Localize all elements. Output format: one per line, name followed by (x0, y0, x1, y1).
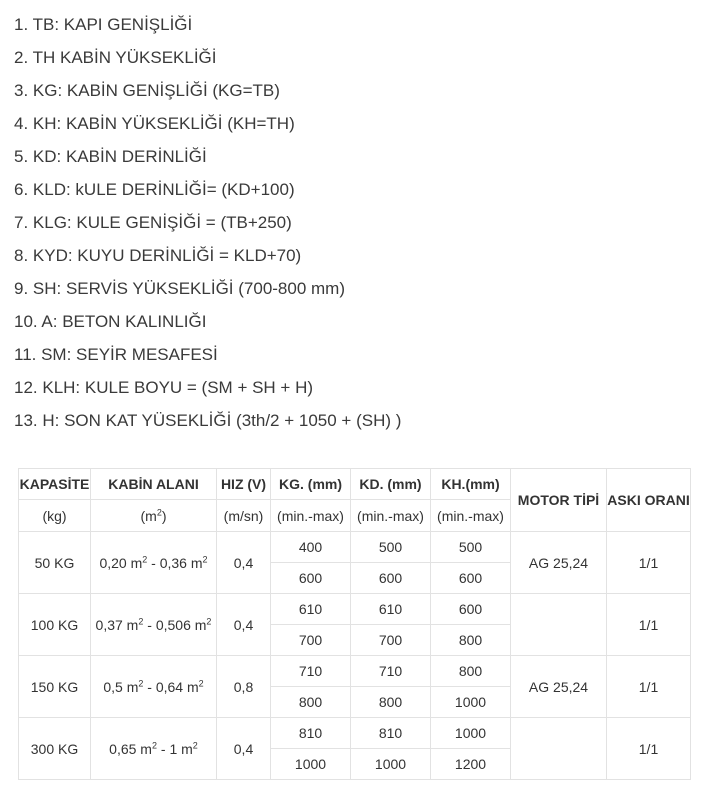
header-kg: KG. (mm) (271, 469, 351, 500)
header-motor-tipi: MOTOR TİPİ (511, 469, 607, 532)
cell-kabin-alani (91, 532, 217, 594)
table-row (19, 718, 691, 749)
area-min: 0,20 m (99, 554, 143, 571)
cell-kh-min: 500 (431, 532, 511, 563)
cell-kg-max: 700 (271, 625, 351, 656)
area-sup: 2 (138, 677, 144, 688)
unit-sup: 2 (156, 506, 162, 517)
definition-item: 11. SM: SEYİR MESAFESİ (14, 345, 218, 364)
cell-kabin-alani (91, 718, 217, 780)
unit-kh: (min.-max) (431, 500, 511, 532)
cell-kabin-alani (91, 594, 217, 656)
area-max: 0,36 m (159, 554, 203, 571)
cell-kg-min: 810 (271, 718, 351, 749)
unit-text: ) (161, 507, 167, 524)
definition-item: 8. KYD: KUYU DERİNLİĞİ = KLD+70) (14, 246, 302, 265)
cell-kg-min: 610 (271, 594, 351, 625)
definition-item: 3. KG: KABİN GENİŞLİĞİ (KG=TB) (14, 81, 280, 100)
area-sup: 2 (192, 739, 198, 750)
area-min: 0,5 m (103, 678, 139, 695)
cell-hiz: 0,4 (217, 594, 271, 656)
cell-kd-max: 600 (351, 563, 431, 594)
cell-kd-max: 1000 (351, 749, 431, 780)
unit-kd: (min.-max) (351, 500, 431, 532)
unit-hiz: (m/sn) (217, 500, 271, 532)
cell-motor: AG 25,24 (511, 656, 607, 718)
cell-kh-min: 800 (431, 656, 511, 687)
cell-hiz: 0,4 (217, 718, 271, 780)
definition-item: 12. KLH: KULE BOYU = (SM + SH + H) (14, 378, 314, 397)
cell-kg-min: 710 (271, 656, 351, 687)
cell-kg-max: 1000 (271, 749, 351, 780)
cell-aski: 1/1 (607, 718, 691, 780)
header-kd: KD. (mm) (351, 469, 431, 500)
area-sup: 2 (142, 553, 148, 564)
table-row (19, 656, 691, 687)
cell-kapasite: 150 KG (19, 656, 91, 718)
cell-kg-min: 400 (271, 532, 351, 563)
table-row (19, 594, 691, 625)
definition-item: 13. H: SON KAT YÜSEKLİĞİ (3th/2 + 1050 + (SH) ) (14, 411, 402, 430)
cell-kg-max: 800 (271, 687, 351, 718)
header-hiz: HIZ (V) (217, 469, 271, 500)
table-row (19, 532, 691, 563)
area-sup: 2 (202, 553, 208, 564)
cell-motor (511, 718, 607, 780)
definition-item: 10. A: BETON KALINLIĞI (14, 312, 207, 331)
area-sep: - (143, 678, 156, 695)
area-max: 1 m (169, 740, 193, 757)
area-max: 0,64 m (155, 678, 199, 695)
definition-item: 6. KLD: kULE DERİNLİĞİ= (KD+100) (14, 180, 295, 199)
area-sep: - (157, 740, 170, 757)
cell-kd-min: 810 (351, 718, 431, 749)
cell-kg-max: 600 (271, 563, 351, 594)
definition-item: 1. TB: KAPI GENİŞLİĞİ (14, 15, 193, 34)
cell-kd-max: 700 (351, 625, 431, 656)
cell-kabin-alani (91, 656, 217, 718)
spec-table (18, 468, 691, 780)
cell-kd-min: 610 (351, 594, 431, 625)
unit-text: (m (140, 507, 157, 524)
cell-motor (511, 594, 607, 656)
header-aski-orani: ASKI ORANI (607, 469, 691, 532)
definition-item: 5. KD: KABİN DERİNLİĞİ (14, 147, 207, 166)
cell-kapasite: 50 KG (19, 532, 91, 594)
cell-kh-min: 1000 (431, 718, 511, 749)
cell-aski: 1/1 (607, 656, 691, 718)
cell-aski: 1/1 (607, 532, 691, 594)
definitions-list (14, 8, 694, 437)
cell-kh-max: 600 (431, 563, 511, 594)
cell-hiz: 0,8 (217, 656, 271, 718)
definition-item: 7. KLG: KULE GENİŞİĞİ = (TB+250) (14, 213, 292, 232)
cell-motor: AG 25,24 (511, 532, 607, 594)
header-kabin-alani: KABİN ALANI (91, 469, 217, 500)
header-kapasite: KAPASİTE (19, 469, 91, 500)
cell-aski: 1/1 (607, 594, 691, 656)
cell-kh-max: 800 (431, 625, 511, 656)
cell-kh-max: 1000 (431, 687, 511, 718)
unit-kabin-alani (91, 500, 217, 532)
header-kh: KH.(mm) (431, 469, 511, 500)
area-sup: 2 (198, 677, 204, 688)
definition-item: 2. TH KABİN YÜKSEKLİĞİ (14, 48, 217, 67)
cell-hiz: 0,4 (217, 532, 271, 594)
unit-kapasite: (kg) (19, 500, 91, 532)
area-max: 0,506 m (155, 616, 207, 633)
cell-kh-max: 1200 (431, 749, 511, 780)
area-sep: - (143, 616, 156, 633)
area-sup: 2 (138, 615, 144, 626)
definition-item: 4. KH: KABİN YÜKSEKLİĞİ (KH=TH) (14, 114, 295, 133)
cell-kh-min: 600 (431, 594, 511, 625)
unit-kg: (min.-max) (271, 500, 351, 532)
definition-item: 9. SH: SERVİS YÜKSEKLİĞİ (700-800 mm) (14, 279, 346, 298)
area-sup: 2 (151, 739, 157, 750)
cell-kd-max: 800 (351, 687, 431, 718)
area-sep: - (147, 554, 160, 571)
cell-kd-min: 500 (351, 532, 431, 563)
area-min: 0,65 m (109, 740, 152, 757)
area-min: 0,37 m (95, 616, 139, 633)
area-sup: 2 (206, 615, 212, 626)
cell-kd-min: 710 (351, 656, 431, 687)
cell-kapasite: 100 KG (19, 594, 91, 656)
cell-kapasite: 300 KG (19, 718, 91, 780)
